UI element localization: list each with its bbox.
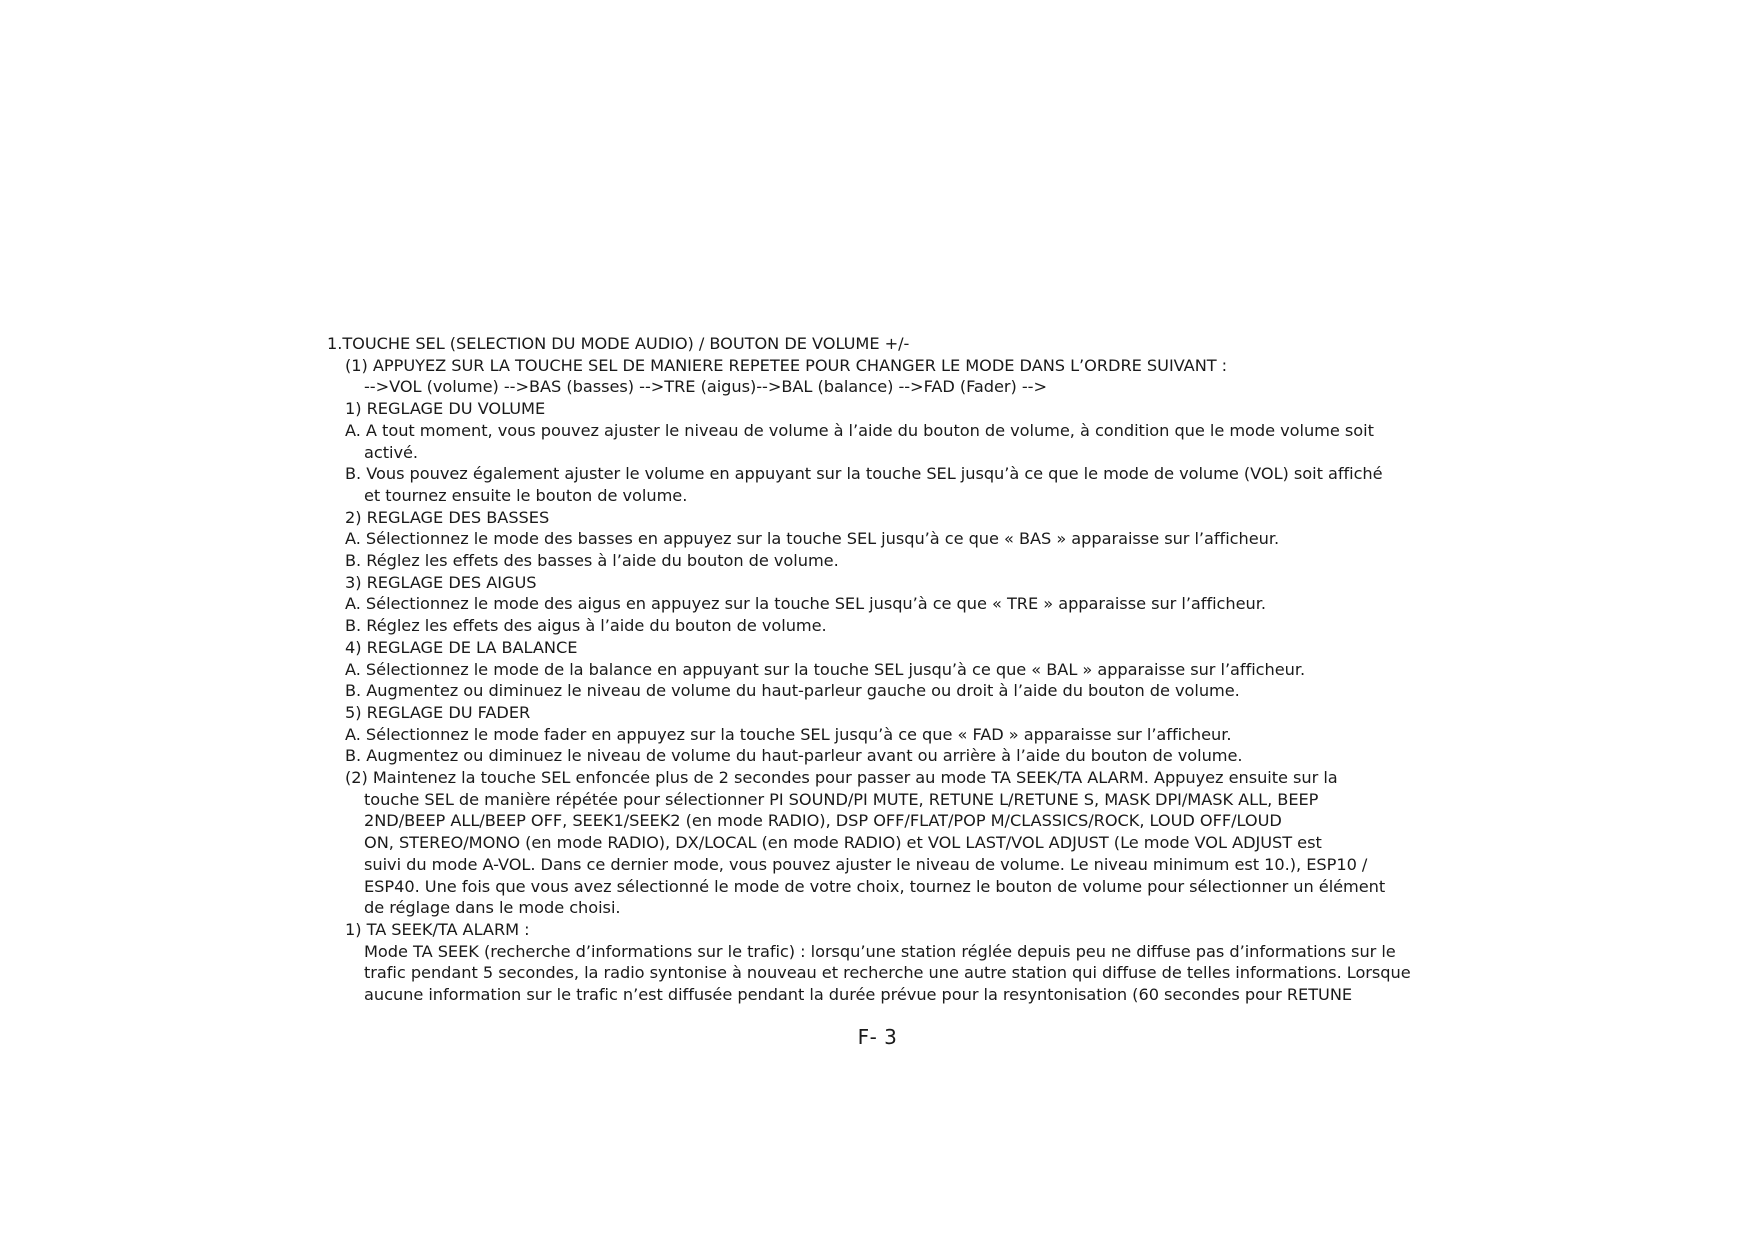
page-number: F- 3 [857,1025,898,1049]
mode-sequence: -->VOL (volume) -->BAS (basses) -->TRE (aigus)-->BAL (balance) -->FAD (Fader) --> [364,377,1047,397]
paragraph-line: A. A tout moment, vous pouvez ajuster le niveau de volume à l’aide du bouton de volume, à condition que le mode volume soit [345,420,1374,440]
paragraph-line: Mode TA SEEK (recherche d’informations sur le trafic) : lorsqu’une station réglée depuis peu ne diffuse pas d’informations sur le [364,941,1396,961]
paragraph-line: A. Sélectionnez le mode des basses en appuyez sur la touche SEL jusqu’à ce que « BAS » apparaisse sur l’afficheur. [345,529,1280,549]
body-text [327,333,1447,1006]
item-heading: 4) REGLAGE DE LA BALANCE [345,637,578,657]
paragraph-line: ON, STEREO/MONO (en mode RADIO), DX/LOCAL (en mode RADIO) et VOL LAST/VOL ADJUST (Le mode VOL ADJUST est [364,833,1322,853]
paragraph-line: A. Sélectionnez le mode de la balance en appuyant sur la touche SEL jusqu’à ce que « BAL » apparaisse sur l’afficheur. [345,659,1306,679]
paragraph-line: activé. [364,442,418,462]
section-heading: 1.TOUCHE SEL (SELECTION DU MODE AUDIO) / BOUTON DE VOLUME +/- [327,334,910,353]
paragraph-line: B. Augmentez ou diminuez le niveau de volume du haut-parleur gauche ou droit à l’aide du bouton de volume. [345,681,1240,701]
paragraph-line: B. Augmentez ou diminuez le niveau de volume du haut-parleur avant ou arrière à l’aide du bouton de volume. [345,746,1243,766]
paragraph-line: suivi du mode A-VOL. Dans ce dernier mode, vous pouvez ajuster le niveau de volume. Le niveau minimum est 10.), ESP10 / [364,854,1368,874]
subsection-heading: (1) APPUYEZ SUR LA TOUCHE SEL DE MANIERE REPETEE POUR CHANGER LE MODE DANS L’ORDRE SUIVANT : [345,355,1228,375]
paragraph-line: ESP40. Une fois que vous avez sélectionné le mode de votre choix, tournez le bouton de volume pour sélectionner un élément [364,876,1386,896]
item-heading: 5) REGLAGE DU FADER [345,702,531,722]
paragraph-line: A. Sélectionnez le mode des aigus en appuyez sur la touche SEL jusqu’à ce que « TRE » apparaisse sur l’afficheur. [345,594,1266,614]
paragraph-line: A. Sélectionnez le mode fader en appuyez sur la touche SEL jusqu’à ce que « FAD » apparaisse sur l’afficheur. [345,724,1232,744]
paragraph-line: aucune information sur le trafic n’est diffusée pendant la durée prévue pour la resyntonisation (60 secondes pour RETUNE [364,985,1353,1005]
paragraph-line: B. Vous pouvez également ajuster le volume en appuyant sur la touche SEL jusqu’à ce que le mode de volume (VOL) soit affiché [345,464,1383,484]
paragraph-line: trafic pendant 5 secondes, la radio syntonise à nouveau et recherche une autre station qui diffuse de telles informations. Lorsque [364,963,1411,983]
paragraph-line: B. Réglez les effets des aigus à l’aide du bouton de volume. [345,616,827,636]
paragraph-line: et tournez ensuite le bouton de volume. [364,485,688,505]
item-heading: 3) REGLAGE DES AIGUS [345,572,537,592]
paragraph-line: touche SEL de manière répétée pour sélectionner PI SOUND/PI MUTE, RETUNE L/RETUNE S, MASK DPI/MASK ALL, BEEP [364,789,1319,809]
paragraph-line: B. Réglez les effets des basses à l’aide du bouton de volume. [345,551,839,571]
paragraph-line: 2ND/BEEP ALL/BEEP OFF, SEEK1/SEEK2 (en mode RADIO), DSP OFF/FLAT/POP M/CLASSICS/ROCK, LOUD OFF/LOUD [364,811,1282,831]
paragraph-line: (2) Maintenez la touche SEL enfoncée plus de 2 secondes pour passer au mode TA SEEK/TA ALARM. Appuyez ensuite sur la [345,768,1338,788]
item-heading: 1) REGLAGE DU VOLUME [345,399,546,419]
item-heading: 2) REGLAGE DES BASSES [345,507,550,527]
item-heading: 1) TA SEEK/TA ALARM : [345,919,530,939]
paragraph-line: de réglage dans le mode choisi. [364,898,621,918]
